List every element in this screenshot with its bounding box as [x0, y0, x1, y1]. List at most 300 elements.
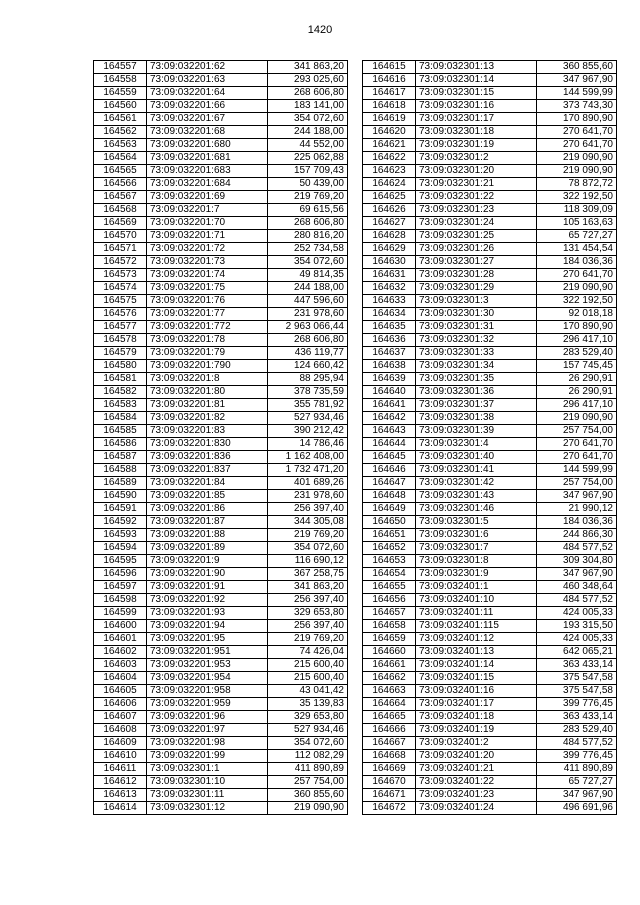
- row-number-cell: 164654: [363, 568, 416, 581]
- cadastral-number-cell: 73:09:032201:66: [147, 100, 268, 113]
- row-number-cell: 164607: [94, 711, 147, 724]
- cadastral-number-cell: 73:09:032201:9: [147, 555, 268, 568]
- row-number-cell: 164581: [94, 373, 147, 386]
- cadastral-number-cell: 73:09:032301:38: [416, 412, 537, 425]
- row-number-cell: 164587: [94, 451, 147, 464]
- value-cell: 401 689,26: [268, 477, 348, 490]
- row-number-cell: 164585: [94, 425, 147, 438]
- cadastral-number-cell: 73:09:032201:683: [147, 165, 268, 178]
- table-row: [363, 100, 617, 113]
- cadastral-number-cell: 73:09:032401:14: [416, 659, 537, 672]
- value-cell: 88 295,94: [268, 373, 348, 386]
- cadastral-number-cell: 73:09:032401:18: [416, 711, 537, 724]
- cadastral-number-cell: 73:09:032201:64: [147, 87, 268, 100]
- row-number-cell: 164588: [94, 464, 147, 477]
- value-cell: 256 397,40: [268, 594, 348, 607]
- row-number-cell: 164640: [363, 386, 416, 399]
- table-row: [363, 451, 617, 464]
- row-number-cell: 164590: [94, 490, 147, 503]
- row-number-cell: 164591: [94, 503, 147, 516]
- value-cell: 244 188,00: [268, 126, 348, 139]
- table-row: [94, 139, 348, 152]
- cadastral-number-cell: 73:09:032201:70: [147, 217, 268, 230]
- table-row: [363, 633, 617, 646]
- cadastral-number-cell: 73:09:032401:10: [416, 594, 537, 607]
- cadastral-number-cell: 73:09:032301:30: [416, 308, 537, 321]
- value-cell: 116 690,12: [268, 555, 348, 568]
- table-row: [94, 672, 348, 685]
- table-row: [94, 217, 348, 230]
- cadastral-number-cell: 73:09:032401:17: [416, 698, 537, 711]
- row-number-cell: 164611: [94, 763, 147, 776]
- table-row: [94, 243, 348, 256]
- cadastral-number-cell: 73:09:032201:951: [147, 646, 268, 659]
- cadastral-number-cell: 73:09:032301:22: [416, 191, 537, 204]
- cadastral-number-cell: 73:09:032301:29: [416, 282, 537, 295]
- table-row: [94, 321, 348, 334]
- row-number-cell: 164600: [94, 620, 147, 633]
- row-number-cell: 164629: [363, 243, 416, 256]
- cadastral-number-cell: 73:09:032401:22: [416, 776, 537, 789]
- value-cell: 65 727,27: [537, 230, 617, 243]
- table-row: [363, 750, 617, 763]
- cadastral-number-cell: 73:09:032201:680: [147, 139, 268, 152]
- row-number-cell: 164571: [94, 243, 147, 256]
- value-cell: 78 872,72: [537, 178, 617, 191]
- value-cell: 215 600,40: [268, 659, 348, 672]
- cadastral-number-cell: 73:09:032401:20: [416, 750, 537, 763]
- cadastral-number-cell: 73:09:032301:13: [416, 61, 537, 74]
- cadastral-number-cell: 73:09:032201:7: [147, 204, 268, 217]
- value-cell: 268 606,80: [268, 334, 348, 347]
- row-number-cell: 164644: [363, 438, 416, 451]
- cadastral-number-cell: 73:09:032401:16: [416, 685, 537, 698]
- row-number-cell: 164564: [94, 152, 147, 165]
- value-cell: 354 072,60: [268, 542, 348, 555]
- cadastral-number-cell: 73:09:032301:42: [416, 477, 537, 490]
- cadastral-number-cell: 73:09:032301:21: [416, 178, 537, 191]
- table-row: [363, 386, 617, 399]
- table-row: [94, 360, 348, 373]
- value-cell: 363 433,14: [537, 659, 617, 672]
- cadastral-number-cell: 73:09:032201:684: [147, 178, 268, 191]
- cadastral-number-cell: 73:09:032201:772: [147, 321, 268, 334]
- row-number-cell: 164613: [94, 789, 147, 802]
- cadastral-number-cell: 73:09:032301:37: [416, 399, 537, 412]
- row-number-cell: 164624: [363, 178, 416, 191]
- value-cell: 283 529,40: [537, 347, 617, 360]
- cadastral-number-cell: 73:09:032201:86: [147, 503, 268, 516]
- table-row: [94, 633, 348, 646]
- row-number-cell: 164650: [363, 516, 416, 529]
- row-number-cell: 164671: [363, 789, 416, 802]
- table-row: [363, 74, 617, 87]
- value-cell: 231 978,60: [268, 490, 348, 503]
- row-number-cell: 164565: [94, 165, 147, 178]
- value-cell: 225 062,88: [268, 152, 348, 165]
- table-row: [363, 698, 617, 711]
- cadastral-number-cell: 73:09:032201:681: [147, 152, 268, 165]
- value-cell: 26 290,91: [537, 386, 617, 399]
- cadastral-number-cell: 73:09:032301:31: [416, 321, 537, 334]
- table-row: [363, 269, 617, 282]
- row-number-cell: 164656: [363, 594, 416, 607]
- row-number-cell: 164559: [94, 87, 147, 100]
- row-number-cell: 164592: [94, 516, 147, 529]
- cadastral-number-cell: 73:09:032201:790: [147, 360, 268, 373]
- row-number-cell: 164615: [363, 61, 416, 74]
- cadastral-number-cell: 73:09:032401:2: [416, 737, 537, 750]
- table-row: [94, 789, 348, 802]
- row-number-cell: 164561: [94, 113, 147, 126]
- row-number-cell: 164589: [94, 477, 147, 490]
- cadastral-number-cell: 73:09:032301:28: [416, 269, 537, 282]
- value-cell: 354 072,60: [268, 113, 348, 126]
- row-number-cell: 164635: [363, 321, 416, 334]
- value-cell: 642 065,21: [537, 646, 617, 659]
- value-cell: 390 212,42: [268, 425, 348, 438]
- table-row: [94, 750, 348, 763]
- table-row: [363, 373, 617, 386]
- cadastral-number-cell: 73:09:032201:8: [147, 373, 268, 386]
- value-cell: 219 769,20: [268, 191, 348, 204]
- table-row: [94, 282, 348, 295]
- cadastral-number-cell: 73:09:032301:43: [416, 490, 537, 503]
- table-row: [363, 490, 617, 503]
- value-cell: 270 641,70: [537, 438, 617, 451]
- cadastral-number-cell: 73:09:032201:959: [147, 698, 268, 711]
- table-row: [94, 490, 348, 503]
- cadastral-number-cell: 73:09:032201:98: [147, 737, 268, 750]
- table-row: [363, 425, 617, 438]
- value-cell: 270 641,70: [537, 126, 617, 139]
- value-cell: 184 036,36: [537, 516, 617, 529]
- row-number-cell: 164623: [363, 165, 416, 178]
- cadastral-number-cell: 73:09:032201:72: [147, 243, 268, 256]
- table-row: [363, 464, 617, 477]
- table-row: [94, 620, 348, 633]
- table-row: [94, 802, 348, 815]
- table-row: [363, 685, 617, 698]
- row-number-cell: 164628: [363, 230, 416, 243]
- value-cell: 244 188,00: [268, 282, 348, 295]
- cadastral-number-cell: 73:09:032201:78: [147, 334, 268, 347]
- cadastral-number-cell: 73:09:032301:40: [416, 451, 537, 464]
- value-cell: 354 072,60: [268, 256, 348, 269]
- value-cell: 344 305,08: [268, 516, 348, 529]
- table-row: [94, 568, 348, 581]
- cadastral-number-cell: 73:09:032301:4: [416, 438, 537, 451]
- cadastral-number-cell: 73:09:032401:19: [416, 724, 537, 737]
- cadastral-number-cell: 73:09:032401:12: [416, 633, 537, 646]
- cadastral-number-cell: 73:09:032301:15: [416, 87, 537, 100]
- table-row: [363, 178, 617, 191]
- value-cell: 360 855,60: [537, 61, 617, 74]
- row-number-cell: 164649: [363, 503, 416, 516]
- table-row: [363, 217, 617, 230]
- cadastral-number-cell: 73:09:032301:41: [416, 464, 537, 477]
- value-cell: 484 577,52: [537, 737, 617, 750]
- row-number-cell: 164618: [363, 100, 416, 113]
- table-row: [94, 594, 348, 607]
- value-cell: 118 309,09: [537, 204, 617, 217]
- table-row: [363, 646, 617, 659]
- cadastral-number-cell: 73:09:032201:90: [147, 568, 268, 581]
- value-cell: 256 397,40: [268, 503, 348, 516]
- cadastral-number-cell: 73:09:032301:9: [416, 568, 537, 581]
- row-number-cell: 164663: [363, 685, 416, 698]
- cadastral-number-cell: 73:09:032401:15: [416, 672, 537, 685]
- row-number-cell: 164667: [363, 737, 416, 750]
- cadastral-number-cell: 73:09:032301:14: [416, 74, 537, 87]
- cadastral-number-cell: 73:09:032201:67: [147, 113, 268, 126]
- row-number-cell: 164634: [363, 308, 416, 321]
- value-cell: 184 036,36: [537, 256, 617, 269]
- table-row: [94, 100, 348, 113]
- row-number-cell: 164604: [94, 672, 147, 685]
- row-number-cell: 164621: [363, 139, 416, 152]
- row-number-cell: 164652: [363, 542, 416, 555]
- table-row: [363, 737, 617, 750]
- row-number-cell: 164659: [363, 633, 416, 646]
- row-number-cell: 164593: [94, 529, 147, 542]
- cadastral-number-cell: 73:09:032301:7: [416, 542, 537, 555]
- value-cell: 484 577,52: [537, 594, 617, 607]
- value-cell: 1 732 471,20: [268, 464, 348, 477]
- cadastral-number-cell: 73:09:032201:836: [147, 451, 268, 464]
- value-cell: 268 606,80: [268, 87, 348, 100]
- table-row: [94, 256, 348, 269]
- value-cell: 219 090,90: [537, 165, 617, 178]
- table-row: [363, 594, 617, 607]
- cadastral-number-cell: 73:09:032201:82: [147, 412, 268, 425]
- row-number-cell: 164657: [363, 607, 416, 620]
- row-number-cell: 164569: [94, 217, 147, 230]
- cadastral-number-cell: 73:09:032201:68: [147, 126, 268, 139]
- row-number-cell: 164653: [363, 555, 416, 568]
- row-number-cell: 164619: [363, 113, 416, 126]
- table-row: [94, 204, 348, 217]
- table-row: [363, 659, 617, 672]
- table-row: [94, 685, 348, 698]
- cadastral-number-cell: 73:09:032201:80: [147, 386, 268, 399]
- table-row: [363, 126, 617, 139]
- cadastral-number-cell: 73:09:032201:96: [147, 711, 268, 724]
- row-number-cell: 164557: [94, 61, 147, 74]
- value-cell: 270 641,70: [537, 451, 617, 464]
- value-cell: 257 754,00: [537, 477, 617, 490]
- table-row: [94, 412, 348, 425]
- table-row: [363, 724, 617, 737]
- value-cell: 447 596,60: [268, 295, 348, 308]
- value-cell: 157 709,43: [268, 165, 348, 178]
- table-row: [363, 165, 617, 178]
- row-number-cell: 164630: [363, 256, 416, 269]
- table-row: [94, 308, 348, 321]
- value-cell: 270 641,70: [537, 139, 617, 152]
- cadastral-number-cell: 73:09:032301:39: [416, 425, 537, 438]
- cadastral-number-cell: 73:09:032401:13: [416, 646, 537, 659]
- cadastral-number-cell: 73:09:032201:73: [147, 256, 268, 269]
- row-number-cell: 164568: [94, 204, 147, 217]
- table-row: [94, 373, 348, 386]
- value-cell: 496 691,96: [537, 802, 617, 815]
- row-number-cell: 164596: [94, 568, 147, 581]
- row-number-cell: 164664: [363, 698, 416, 711]
- value-cell: 460 348,64: [537, 581, 617, 594]
- row-number-cell: 164614: [94, 802, 147, 815]
- table-row: [94, 763, 348, 776]
- cadastral-number-cell: 73:09:032201:63: [147, 74, 268, 87]
- cadastral-number-cell: 73:09:032301:11: [147, 789, 268, 802]
- table-row: [94, 698, 348, 711]
- cadastral-number-cell: 73:09:032301:10: [147, 776, 268, 789]
- cadastral-number-cell: 73:09:032201:81: [147, 399, 268, 412]
- value-cell: 436 119,77: [268, 347, 348, 360]
- value-cell: 527 934,46: [268, 724, 348, 737]
- value-cell: 124 660,42: [268, 360, 348, 373]
- table-row: [363, 152, 617, 165]
- row-number-cell: 164572: [94, 256, 147, 269]
- cadastral-number-cell: 73:09:032301:23: [416, 204, 537, 217]
- value-cell: 268 606,80: [268, 217, 348, 230]
- row-number-cell: 164558: [94, 74, 147, 87]
- table-row: [363, 87, 617, 100]
- value-cell: 257 754,00: [537, 425, 617, 438]
- value-cell: 373 743,30: [537, 100, 617, 113]
- table-row: [94, 87, 348, 100]
- cadastral-number-cell: 73:09:032301:17: [416, 113, 537, 126]
- table-row: [363, 802, 617, 815]
- row-number-cell: 164602: [94, 646, 147, 659]
- page-number: 1420: [307, 24, 333, 36]
- value-cell: 347 967,90: [537, 568, 617, 581]
- table-row: [94, 555, 348, 568]
- cadastral-table-left: [93, 60, 348, 815]
- table-row: [94, 425, 348, 438]
- table-row: [363, 295, 617, 308]
- table-row: [363, 620, 617, 633]
- table-row: [363, 555, 617, 568]
- row-number-cell: 164567: [94, 191, 147, 204]
- cadastral-number-cell: 73:09:032301:1: [147, 763, 268, 776]
- value-cell: 219 090,90: [537, 412, 617, 425]
- table-row: [94, 477, 348, 490]
- cadastral-number-cell: 73:09:032301:12: [147, 802, 268, 815]
- table-row: [363, 334, 617, 347]
- cadastral-number-cell: 73:09:032401:1: [416, 581, 537, 594]
- table-row: [363, 360, 617, 373]
- row-number-cell: 164641: [363, 399, 416, 412]
- cadastral-number-cell: 73:09:032301:5: [416, 516, 537, 529]
- cadastral-table-right: [362, 60, 617, 815]
- table-row: [363, 568, 617, 581]
- table-row: [94, 659, 348, 672]
- row-number-cell: 164662: [363, 672, 416, 685]
- table-row: [94, 334, 348, 347]
- value-cell: 329 653,80: [268, 711, 348, 724]
- row-number-cell: 164647: [363, 477, 416, 490]
- value-cell: 21 990,12: [537, 503, 617, 516]
- table-row: [363, 672, 617, 685]
- row-number-cell: 164606: [94, 698, 147, 711]
- row-number-cell: 164651: [363, 529, 416, 542]
- row-number-cell: 164637: [363, 347, 416, 360]
- row-number-cell: 164578: [94, 334, 147, 347]
- value-cell: 257 754,00: [268, 776, 348, 789]
- row-number-cell: 164669: [363, 763, 416, 776]
- table-row: [363, 763, 617, 776]
- table-row: [94, 165, 348, 178]
- table-row: [94, 464, 348, 477]
- row-number-cell: 164608: [94, 724, 147, 737]
- cadastral-number-cell: 73:09:032301:25: [416, 230, 537, 243]
- row-number-cell: 164622: [363, 152, 416, 165]
- row-number-cell: 164580: [94, 360, 147, 373]
- table-row: [363, 256, 617, 269]
- table-row: [94, 724, 348, 737]
- cadastral-number-cell: 73:09:032301:27: [416, 256, 537, 269]
- value-cell: 322 192,50: [537, 295, 617, 308]
- value-cell: 363 433,14: [537, 711, 617, 724]
- value-cell: 74 426,04: [268, 646, 348, 659]
- cadastral-number-cell: 73:09:032301:36: [416, 386, 537, 399]
- cadastral-number-cell: 73:09:032201:92: [147, 594, 268, 607]
- table-row: [363, 438, 617, 451]
- table-row: [94, 399, 348, 412]
- table-row: [363, 607, 617, 620]
- table-row: [94, 776, 348, 789]
- value-cell: 283 529,40: [537, 724, 617, 737]
- table-row: [94, 152, 348, 165]
- value-cell: 484 577,52: [537, 542, 617, 555]
- table-row: [94, 178, 348, 191]
- row-number-cell: 164633: [363, 295, 416, 308]
- cadastral-number-cell: 73:09:032201:91: [147, 581, 268, 594]
- table-row: [94, 646, 348, 659]
- value-cell: 355 781,92: [268, 399, 348, 412]
- table-row: [363, 412, 617, 425]
- row-number-cell: 164576: [94, 308, 147, 321]
- table-row: [363, 230, 617, 243]
- value-cell: 375 547,58: [537, 685, 617, 698]
- value-cell: 375 547,58: [537, 672, 617, 685]
- value-cell: 157 745,45: [537, 360, 617, 373]
- table-row: [363, 477, 617, 490]
- row-number-cell: 164627: [363, 217, 416, 230]
- row-number-cell: 164574: [94, 282, 147, 295]
- cadastral-number-cell: 73:09:032301:26: [416, 243, 537, 256]
- table-row: [94, 386, 348, 399]
- cadastral-number-cell: 73:09:032201:837: [147, 464, 268, 477]
- table-row: [94, 347, 348, 360]
- row-number-cell: 164563: [94, 139, 147, 152]
- table-row: [94, 74, 348, 87]
- cadastral-number-cell: 73:09:032301:6: [416, 529, 537, 542]
- value-cell: 256 397,40: [268, 620, 348, 633]
- cadastral-number-cell: 73:09:032201:77: [147, 308, 268, 321]
- cadastral-number-cell: 73:09:032201:74: [147, 269, 268, 282]
- row-number-cell: 164582: [94, 386, 147, 399]
- value-cell: 35 139,83: [268, 698, 348, 711]
- value-cell: 360 855,60: [268, 789, 348, 802]
- table-row: [363, 113, 617, 126]
- value-cell: 43 041,42: [268, 685, 348, 698]
- table-row: [94, 451, 348, 464]
- cadastral-number-cell: 73:09:032301:18: [416, 126, 537, 139]
- row-number-cell: 164598: [94, 594, 147, 607]
- row-number-cell: 164666: [363, 724, 416, 737]
